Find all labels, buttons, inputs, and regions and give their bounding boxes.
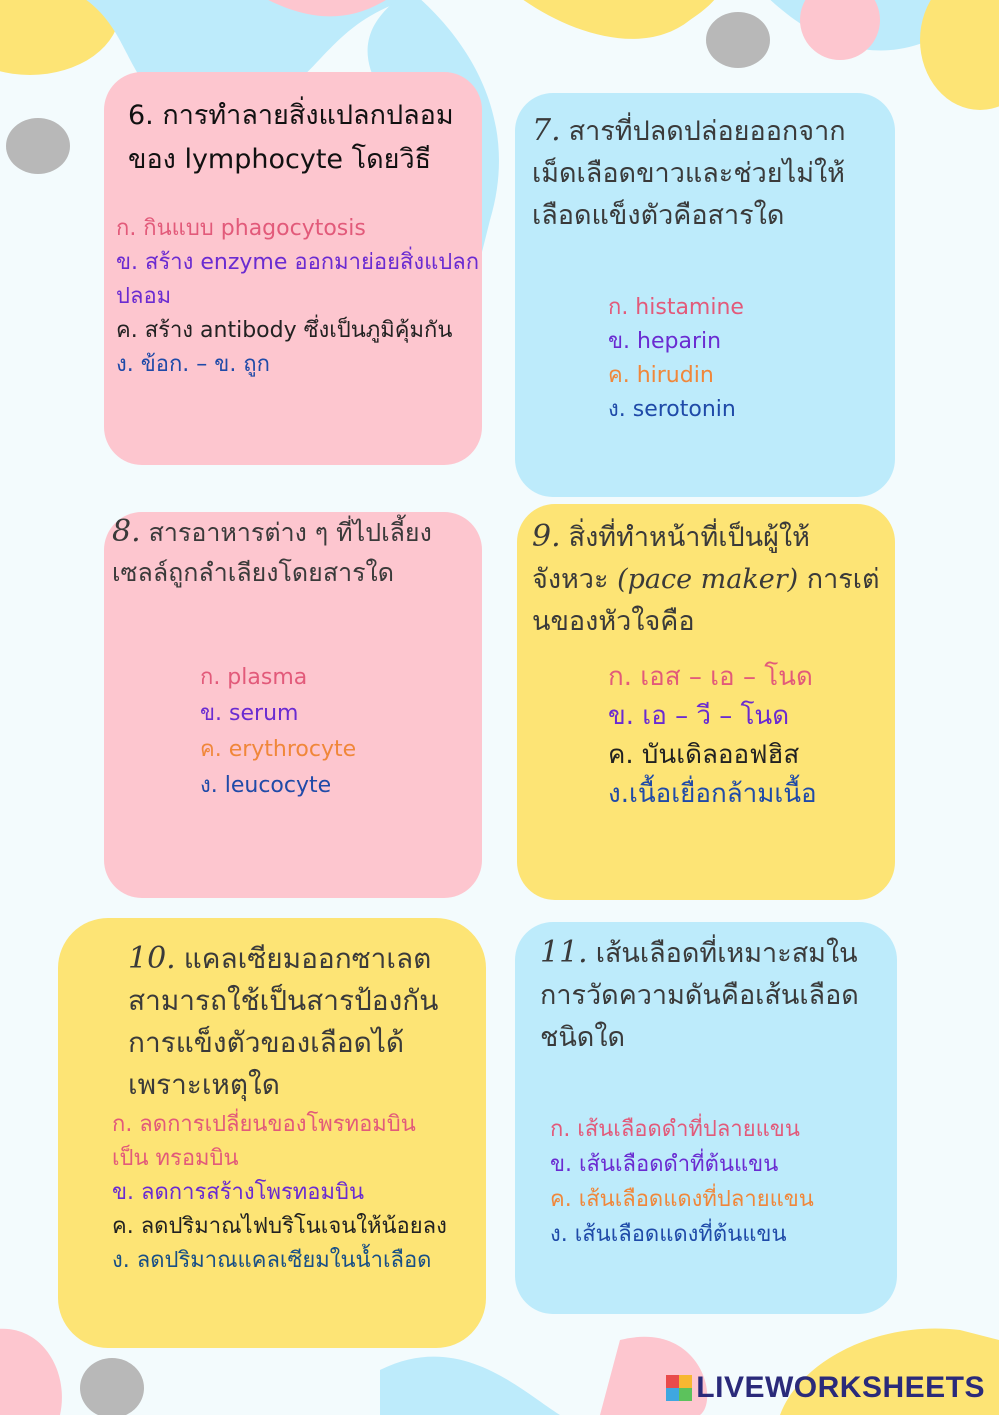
question-6-text: 6. การทำลายสิ่งแปลกปลอม ของ lymphocyte โดยวิธี [128,100,454,175]
option-a[interactable]: ก. ลดการเปลี่ยนของโพรทอมบินเป็น ทรอมบิน [112,1112,416,1171]
option-c[interactable]: ค. hirudin [608,363,714,388]
question-6-options [116,212,486,382]
option-a[interactable]: ก. histamine [608,295,744,320]
option-c[interactable]: ค. บันเดิลออฟฮิส [608,740,800,770]
question-11-options [550,1112,814,1252]
question-7-options [608,291,744,427]
option-c[interactable]: ค. erythrocyte [200,737,357,762]
option-c[interactable]: ค. สร้าง antibody ซึ่งเป็นภูมิคุ้มกัน [116,318,453,343]
question-7-text: 7. สารที่ปลดปล่อยออกจากเม็ดเลือดขาวและช่วยไม่ให้เลือดแข็งตัวคือสารใด [532,113,846,231]
question-8-text: 8. สารอาหารต่าง ๆ ที่ไปเลี้ยงเซลล์ถูกลำเลียงโดยสารใด [112,514,432,587]
liveworksheets-logo [666,1371,985,1405]
option-a[interactable]: ก. เส้นเลือดดำที่ปลายแขน [550,1117,800,1142]
option-d[interactable]: ง. ข้อก. – ข. ถูก [116,352,270,377]
option-b[interactable]: ข. เอ – วี – โนด [608,701,790,731]
question-10-text: 10. แคลเซียมออกซาเลตสามารถใช้เป็นสารป้องกันการแข็งตัวของเลือดได้เพราะเหตุใด [128,941,439,1101]
question-11-text: 11. เส้นเลือดที่เหมาะสมในการวัดความดันคือเส้นเลือดชนิดใด [540,935,859,1053]
question-number: 6. [128,100,154,131]
option-c[interactable]: ค. เส้นเลือดแดงที่ปลายแขน [550,1187,814,1212]
question-number: 11. [540,935,588,970]
question-number: 8. [112,514,141,549]
option-b[interactable]: ข. heparin [608,329,722,354]
option-b[interactable]: ข. เส้นเลือดดำที่ต้นแขน [550,1152,779,1177]
option-d[interactable]: ง. leucocyte [200,773,332,798]
question-8-options [200,660,356,804]
option-d[interactable]: ง. เส้นเลือดแดงที่ต้นแขน [550,1222,787,1247]
question-9-options [608,658,817,814]
option-d[interactable]: ง. serotonin [608,397,736,422]
option-b[interactable]: ข. ลดการสร้างโพรทอมบิน [112,1180,364,1205]
option-b[interactable]: ข. สร้าง enzyme ออกมาย่อยสิ่งแปลกปลอม [116,250,480,309]
brand-name: LIVEWORKSHEETS [696,1371,985,1404]
option-d[interactable]: ง. ลดปริมาณแคลเซียมในน้ำเลือด [112,1248,432,1273]
question-number: 7. [532,113,561,148]
option-a[interactable]: ก. กินแบบ phagocytosis [116,216,366,241]
logo-icon [666,1375,692,1401]
question-number: 10. [128,941,176,976]
option-d[interactable]: ง.เนื้อเยื่อกล้ามเนื้อ [608,779,817,809]
option-b[interactable]: ข. serum [200,701,299,726]
option-c[interactable]: ค. ลดปริมาณไฟบริโนเจนให้น้อยลง [112,1214,447,1239]
option-a[interactable]: ก. เอส – เอ – โนด [608,662,813,692]
option-a[interactable]: ก. plasma [200,665,308,690]
question-9-text: 9. สิ่งที่ทำหน้าที่เป็นผู้ให้จังหวะ (pace maker) การเต่นของหัวใจคือ [532,519,880,637]
question-10-options [112,1108,452,1278]
question-number: 9. [532,519,561,554]
